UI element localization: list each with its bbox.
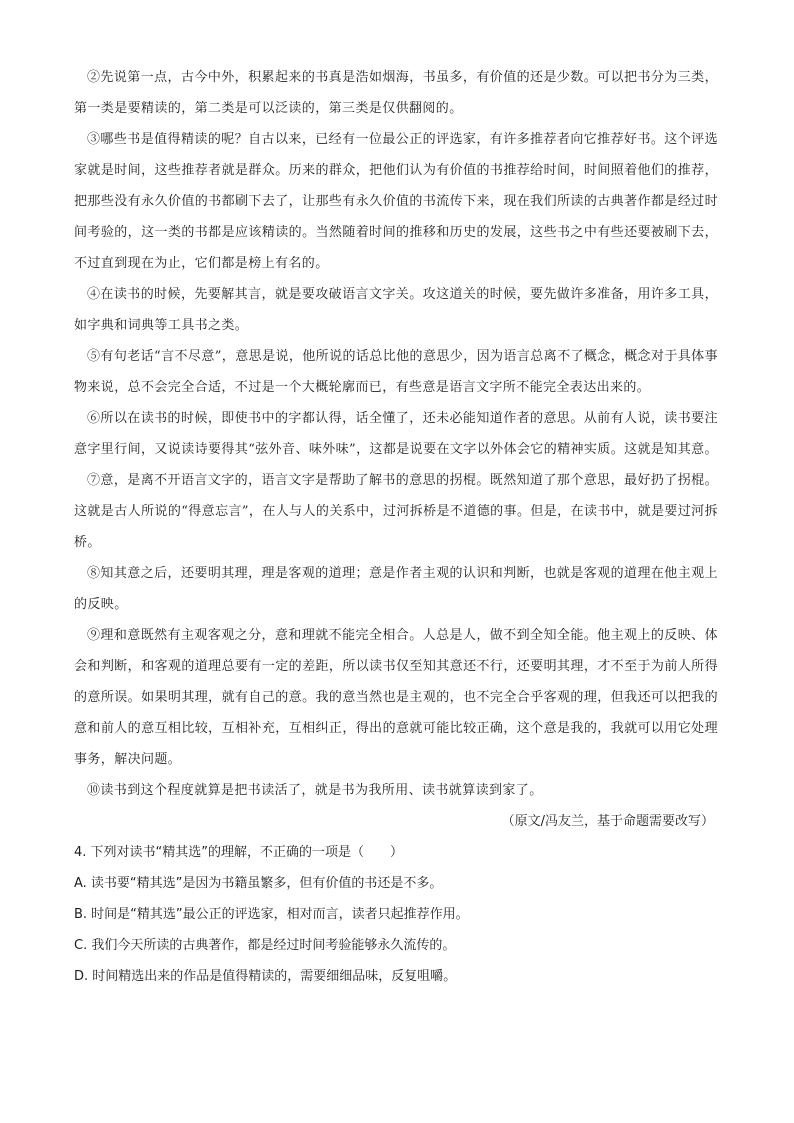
paragraph-4: ④在读书的时候，先要解其言，就是要攻破语言文字关。攻这道关的时候，要先做许多准备，用许多工具，如字典和词典等工具书之类。 <box>74 287 718 333</box>
option-b: B. 时间是“精其选”最公正的评选家，相对而言，读者只起推荐作用。 <box>74 907 469 922</box>
paragraph-8: ⑧知其意之后，还要明其理，理是客观的道理；意是作者主观的认识和判断，也就是客观的道理在他主观上的反映。 <box>74 566 718 612</box>
paragraph-7: ⑦意，是离不开语言文字的，语言文字是帮助了解书的意思的拐棍。既然知道了那个意思，最好扔了拐棍。这就是古人所说的“得意忘言”，在人与人的关系中，过河拆桥是不道德的事。但是，在读书中，就是要过河拆桥。 <box>74 473 718 550</box>
paragraph-5: ⑤有句老话“言不尽意”，意思是说，他所说的话总比他的意思少，因为语言总离不了概念，概念对于具体事物来说，总不会完全合适，不过是一个大概轮廓而已，有些意是语言文字所不能完全表达出来的。 <box>74 349 718 395</box>
paragraph-6: ⑥所以在读书的时候，即使书中的字都认得，话全懂了，还未必能知道作者的意思。从前有人说，读书要注意字里行间，又说读诗要得其“弦外音、味外味”，这都是说要在文字以外体会它的精神实质。这就是知其意。 <box>74 411 718 457</box>
document-content <box>74 62 718 992</box>
option-a: A. 读书要“精其选”是因为书籍虽繁多，但有价值的书还是不多。 <box>74 876 443 891</box>
paragraph-2: ②先说第一点，古今中外，积累起来的书真是浩如烟海，书虽多，有价值的还是少数。可以把书分为三类，第一类是要精读的，第二类是可以泛读的，第三类是仅供翻阅的。 <box>74 70 718 116</box>
paragraph-3: ③哪些书是值得精读的呢？自古以来，已经有一位最公正的评选家，有许多推荐者向它推荐好书。这个评选家就是时间，这些推荐者就是群众。历来的群众，把他们认为有价值的书推荐给时间，时间照着他们的推荐，把那些没有永久价值的书都刷下去了，让那些有永久价值的书流传下来，现在我们所读的古典著作都是经过时间考验的，这一类的书都是应该精读的。当然随着时间的推移和历史的发展，这些书之中有些还要被刷下去，不过直到现在为止，它们都是榜上有名的。 <box>74 132 718 271</box>
option-d: D. 时间精选出来的作品是值得精读的，需要细细品味，反复咀嚼。 <box>74 969 457 984</box>
option-c: C. 我们今天所读的古典著作，都是经过时间考验能够永久流传的。 <box>74 938 456 953</box>
paragraph-9: ⑨理和意既然有主观客观之分，意和理就不能完全相合。人总是人，做不到全知全能。他主观上的反映、体会和判断，和客观的道理总要有一定的差距，所以读书仅至知其意还不行，还要明其理，才不至于为前人所得的意所误。如果明其理，就有自己的意。我的意当然也是主观的，也不完全合乎客观的理，但我还可以把我的意和前人的意互相比较，互相补充，互相纠正，得出的意就可能比较正确，这个意是我的，我就可以用它处理事务，解决问题。 <box>74 628 718 767</box>
paragraph-10: ⑩读书到这个程度就算是把书读活了，就是书为我所用、读书就算读到家了。 <box>87 783 543 798</box>
question-stem: 4. 下列对读书“精其选”的理解，不正确的一项是（ ） <box>74 845 404 860</box>
source-citation: （原文/冯友兰，基于命题需要改写） <box>501 814 714 829</box>
